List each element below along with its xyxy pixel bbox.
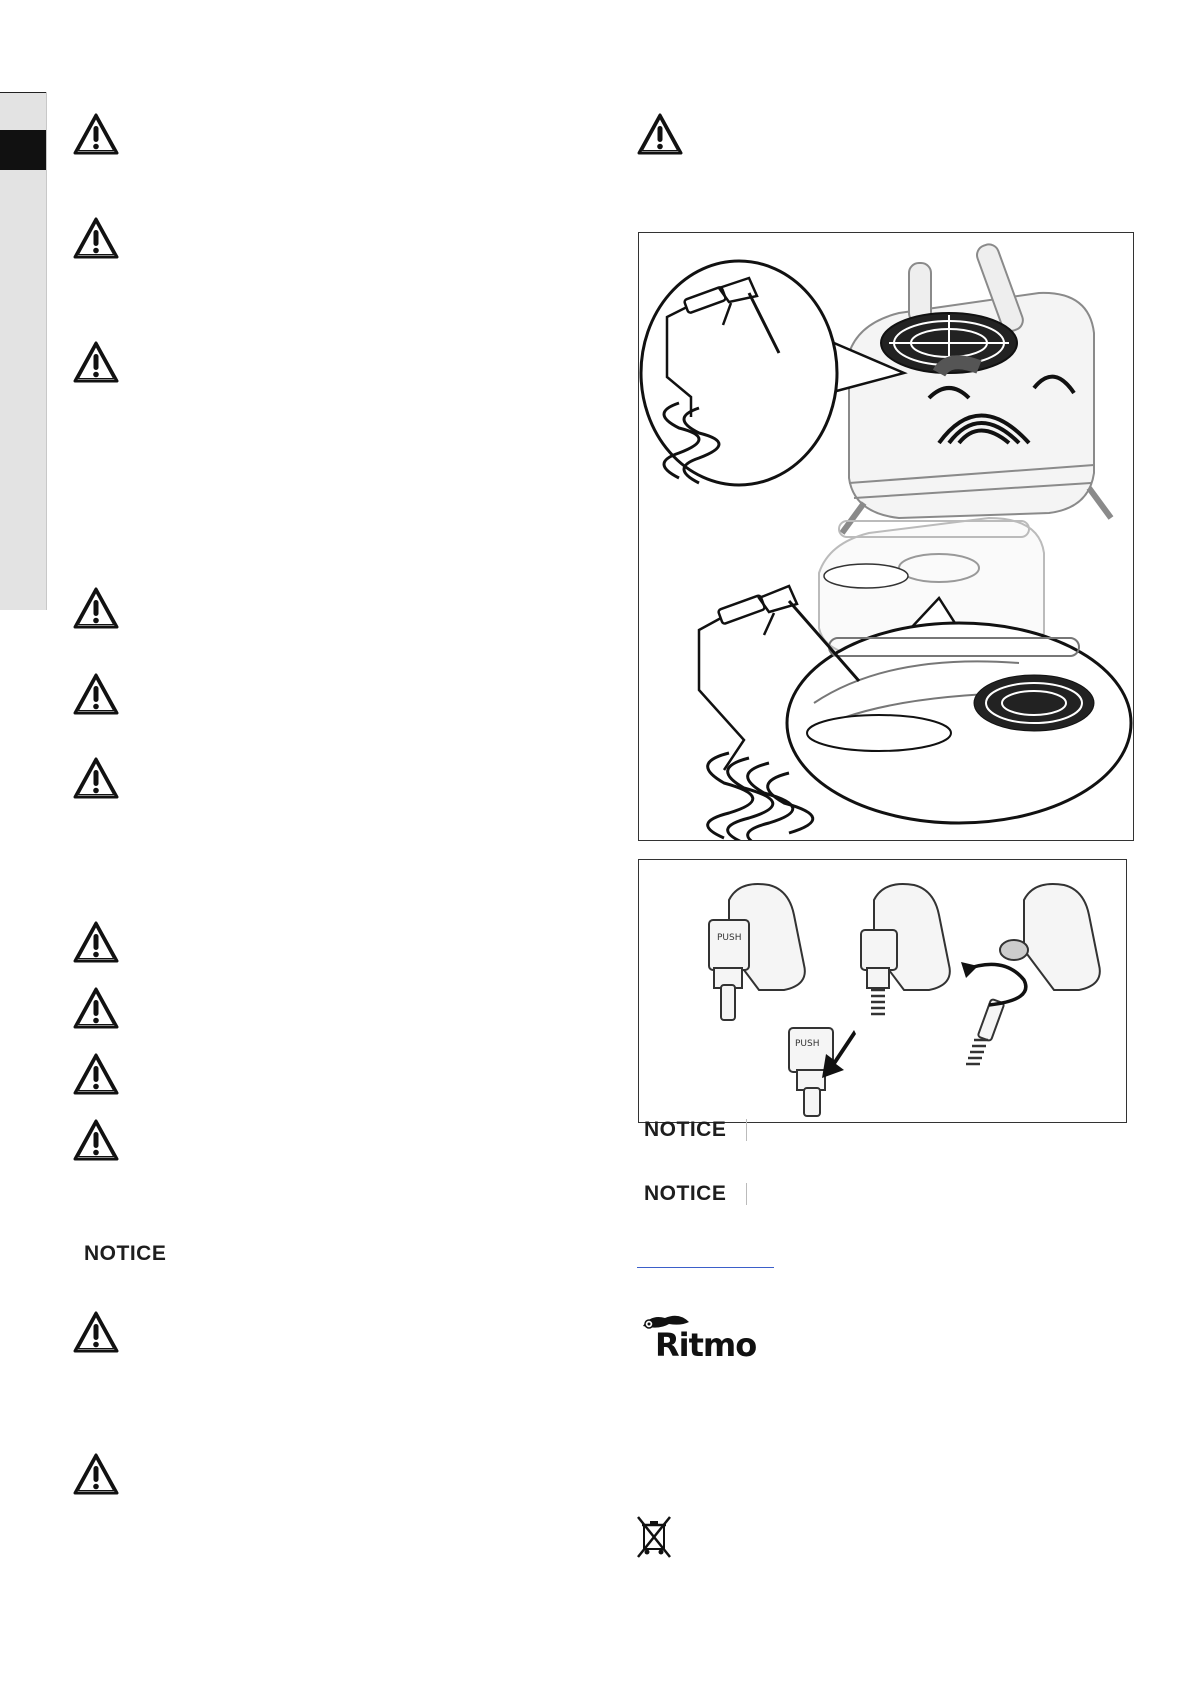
warning-triangle-icon: [72, 1118, 120, 1162]
filter-disc-large: [807, 715, 951, 751]
logo-text: Ritmo: [655, 1326, 757, 1364]
warning-triangle-icon: [72, 216, 120, 260]
svg-text:PUSH: PUSH: [717, 933, 742, 943]
figure-connector-disassembly: [638, 859, 1127, 1123]
connector-rotate: [966, 884, 1100, 1064]
notice-label: NOTICE: [644, 1182, 727, 1205]
warning-triangle-icon: [72, 340, 120, 384]
warning-triangle-icon: [72, 1052, 120, 1096]
warning-triangle-icon: [72, 112, 120, 156]
svg-text:PUSH: PUSH: [795, 1039, 820, 1049]
warning-triangle-icon: [636, 112, 684, 156]
warning-triangle-icon: [72, 920, 120, 964]
tab-strip-top-line: [0, 92, 46, 93]
hyperlink-underline[interactable]: [637, 1267, 774, 1268]
warning-triangle-icon: [72, 756, 120, 800]
warning-triangle-icon: [72, 1310, 120, 1354]
figure-robot-air-gun: [638, 232, 1134, 841]
warning-triangle-icon: [72, 986, 120, 1030]
notice-label: NOTICE: [644, 1118, 727, 1141]
connector-push-2: [789, 884, 950, 1116]
ritmo-logo: [637, 1312, 777, 1368]
notice-divider: [746, 1119, 747, 1141]
warning-triangle-icon: [72, 672, 120, 716]
filter-disc-small: [824, 564, 908, 588]
connector-push-1: [709, 884, 805, 1020]
warning-triangle-icon: [72, 1452, 120, 1496]
active-language-tab[interactable]: [0, 130, 46, 170]
crossed-out-wheelie-bin-icon: [634, 1515, 674, 1559]
filter-grille: [881, 313, 1017, 373]
warning-triangle-icon: [72, 586, 120, 630]
notice-label: NOTICE: [84, 1242, 167, 1265]
notice-divider: [746, 1183, 747, 1205]
